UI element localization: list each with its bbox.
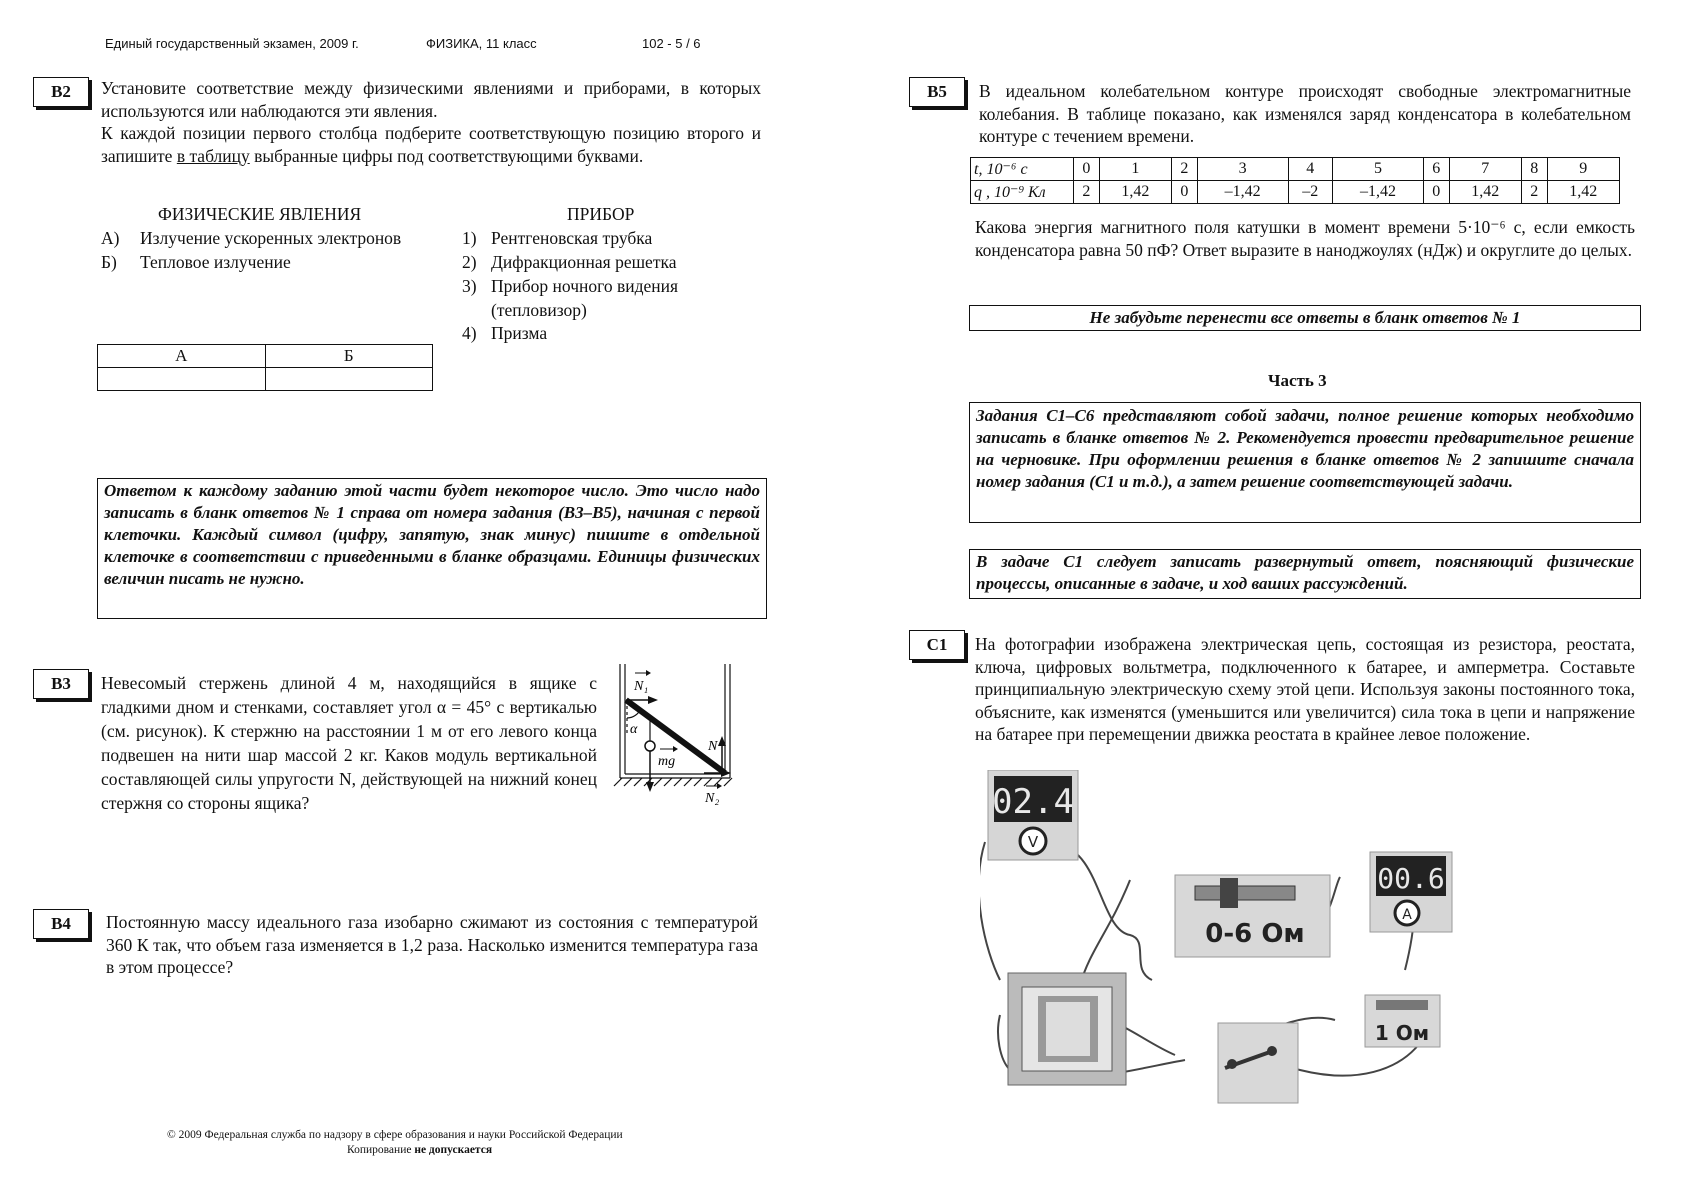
b5-t-cell: 1	[1099, 158, 1171, 181]
b2-underlined: в таблицу	[176, 145, 250, 166]
b3-text: Невесомый стержень длиной 4 м, находящийся в ящике с гладкими дном и стенками, составляет угол α = 45° с вертикалью (см. рисунок). К стержню на расстоянии 1 м от его левого конца подвешен на нити шар массой 2 кг. Каков модуль вертикальной составляющей силы упругости N, действующей на нижний конец стержня со стороны ящика?	[101, 673, 597, 813]
b2-text	[101, 77, 761, 167]
b5-data-table	[970, 157, 1620, 204]
b3-label-n1: N₁	[634, 679, 649, 694]
footer-copyright: © 2009 Федеральная служба по надзору в сфере образования и науки Российской Федерации	[167, 1129, 623, 1141]
task-b4-tag: B4	[33, 909, 89, 939]
reminder-box: Не забудьте перенести все ответы в бланк ответов № 1	[969, 305, 1641, 331]
b2-device-4: Призма	[491, 323, 548, 343]
b2-device-3-cont: (тепловизор)	[491, 300, 587, 320]
b5-row-charge-label: q , 10⁻⁹ Кл	[971, 181, 1074, 204]
wire	[980, 842, 1000, 980]
b2-col1-header: ФИЗИЧЕСКИЕ ЯВЛЕНИЯ	[158, 204, 362, 224]
b2-paragraph-2: К каждой позиции первого столбца подберите соответствующую позицию второго и запишите в таблицу выбранные цифры под соответствующими буквами.	[101, 123, 761, 166]
b5-q-cell: –2	[1288, 181, 1332, 204]
ammeter-reading: 00.6	[1377, 862, 1445, 895]
b2-col2-header: ПРИБОР	[567, 204, 635, 224]
b5-t-cell: 5	[1332, 158, 1423, 181]
battery	[1008, 973, 1126, 1085]
b5-q-cell: 1,42	[1449, 181, 1521, 204]
b2-phenomenon-b-letter: Б)	[101, 252, 117, 272]
voltmeter-symbol: V	[1027, 833, 1039, 851]
b5-question: Какова энергия магнитного поля катушки в момент времени 5·10⁻⁶ с, если емкость конденсатора равна 50 пФ? Ответ выразите в наноджоулях (нДж) и округлите до целых.	[975, 217, 1635, 260]
ammeter-symbol: A	[1402, 907, 1412, 923]
switch	[1218, 1023, 1298, 1103]
b5-q-cell: 0	[1171, 181, 1197, 204]
resistor-label: 1 Ом	[1374, 1021, 1430, 1045]
b2-answer-table	[97, 344, 433, 391]
instruction-note-b: Ответом к каждому заданию этой части будет некоторое число. Это число надо записать в бланк ответов № 1 справа от номера задания (В3–В5), начиная с первой клеточки. Каждый символ (цифру, запятую, знак минус) пишите в отдельной клеточке в соответствии с приведенными в бланке образцами. Единицы физических величин писать не нужно.	[97, 478, 767, 619]
b5-t-cell: 4	[1288, 158, 1332, 181]
b2-device-1-num: 1)	[462, 228, 477, 248]
rheostat-label: 0-6 Ом	[1205, 919, 1305, 949]
b5-q-cell: –1,42	[1197, 181, 1288, 204]
wire	[1058, 845, 1152, 980]
b5-row-time	[971, 158, 1620, 181]
part3-title: Часть 3	[1268, 371, 1327, 390]
b5-q-cell: 1,42	[1099, 181, 1171, 204]
b2-answer-header-a: А	[98, 345, 266, 368]
task-b2-tag: B2	[33, 77, 89, 107]
b2-phenomenon-b: Тепловое излучение	[140, 252, 291, 272]
b2-paragraph-1: Установите соответствие между физическими явлениями и приборами, в которых используются или наблюдаются эти явления.	[101, 78, 761, 121]
b5-q-cell: 2	[1074, 181, 1100, 204]
b2-phenomenon-a-letter: А)	[101, 228, 120, 248]
b5-t-cell: 2	[1171, 158, 1197, 181]
b2-device-2: Дифракционная решетка	[491, 252, 677, 272]
b5-q-cell: 1,42	[1547, 181, 1619, 204]
b2-device-4-num: 4)	[462, 323, 477, 343]
b3-figure	[608, 660, 738, 810]
b3-label-mg: mg	[658, 754, 676, 769]
b2-answer-cell-a[interactable]	[98, 368, 266, 391]
header-page: 102 - 5 / 6	[642, 36, 701, 51]
b5-t-cell: 9	[1547, 158, 1619, 181]
b2-phenomenon-a: Излучение ускоренных электронов	[140, 228, 402, 248]
voltmeter	[988, 770, 1078, 860]
b2-device-2-num: 2)	[462, 252, 477, 272]
b3-label-alpha: α	[630, 722, 638, 737]
b3-label-n2: N₂	[705, 791, 720, 806]
c1-circuit-photo	[980, 770, 1520, 1110]
b5-row-time-label: t, 10⁻⁶ с	[971, 158, 1074, 181]
task-c1-tag: C1	[909, 630, 965, 660]
b5-q-cell: –1,42	[1332, 181, 1423, 204]
b5-t-cell: 0	[1074, 158, 1100, 181]
rheostat-slider	[1220, 878, 1238, 908]
task-b3-tag: B3	[33, 669, 89, 699]
b5-q-cell: 0	[1423, 181, 1449, 204]
b5-t-cell: 3	[1197, 158, 1288, 181]
part3-instructions: Задания С1–С6 представляют собой задачи, полное решение которых необходимо записать в бланке ответов № 2. Рекомендуется провести предварительное решение на черновике. При оформлении решения в бланке ответов № 2 запишите сначала номер задания (С1 и т.д.), а затем решение соответствующей задачи.	[969, 402, 1641, 523]
b2-device-1: Рентгеновская трубка	[491, 228, 653, 248]
b5-t-cell: 8	[1521, 158, 1547, 181]
rheostat	[1175, 875, 1330, 957]
b5-t-cell: 7	[1449, 158, 1521, 181]
b5-q-cell: 2	[1521, 181, 1547, 204]
task-b5-tag: B5	[909, 77, 965, 107]
b5-text: В идеальном колебательном контуре происходят свободные электромагнитные колебания. В таблице показано, как изменялся заряд конденсатора в колебательном контуре с течением времени.	[979, 81, 1631, 146]
header-exam: Единый государственный экзамен, 2009 г.	[105, 36, 359, 51]
b3-label-n: N	[708, 739, 718, 754]
b5-t-cell: 6	[1423, 158, 1449, 181]
ammeter	[1370, 852, 1452, 932]
header-subject: ФИЗИКА, 11 класс	[426, 36, 537, 51]
b2-answer-cell-b[interactable]	[265, 368, 433, 391]
b2-device-3-num: 3)	[462, 276, 477, 296]
footer-copy-notice: Копирование не допускается	[347, 1144, 493, 1156]
c1-instructions: В задаче С1 следует записать развернутый ответ, поясняющий физические процессы, описанные в задаче, и ход ваших рассуждений.	[969, 549, 1641, 599]
b5-row-charge	[971, 181, 1620, 204]
b2-device-3: Прибор ночного видения	[491, 276, 679, 296]
b2-answer-header-b: Б	[265, 345, 433, 368]
b4-text: Постоянную массу идеального газа изобарно сжимают из состояния с температурой 360 К так, что объем газа изменяется в 1,2 раза. Насколько изменится температура газа в этом процессе?	[106, 912, 758, 977]
voltmeter-reading: 02.4	[992, 782, 1074, 822]
resistor	[1365, 995, 1440, 1047]
c1-text: На фотографии изображена электрическая цепь, состоящая из резистора, реостата, ключа, цифровых вольтметра, подключенного к батарее, и амперметра. Составьте принципиальную электрическую схему этой цепи. Используя законы постоянного тока, объясните, как изменятся (уменьшится или увеличится) сила тока в цепи и напряжение на батарее при перемещении движка реостата в крайнее левое положение.	[975, 634, 1635, 744]
